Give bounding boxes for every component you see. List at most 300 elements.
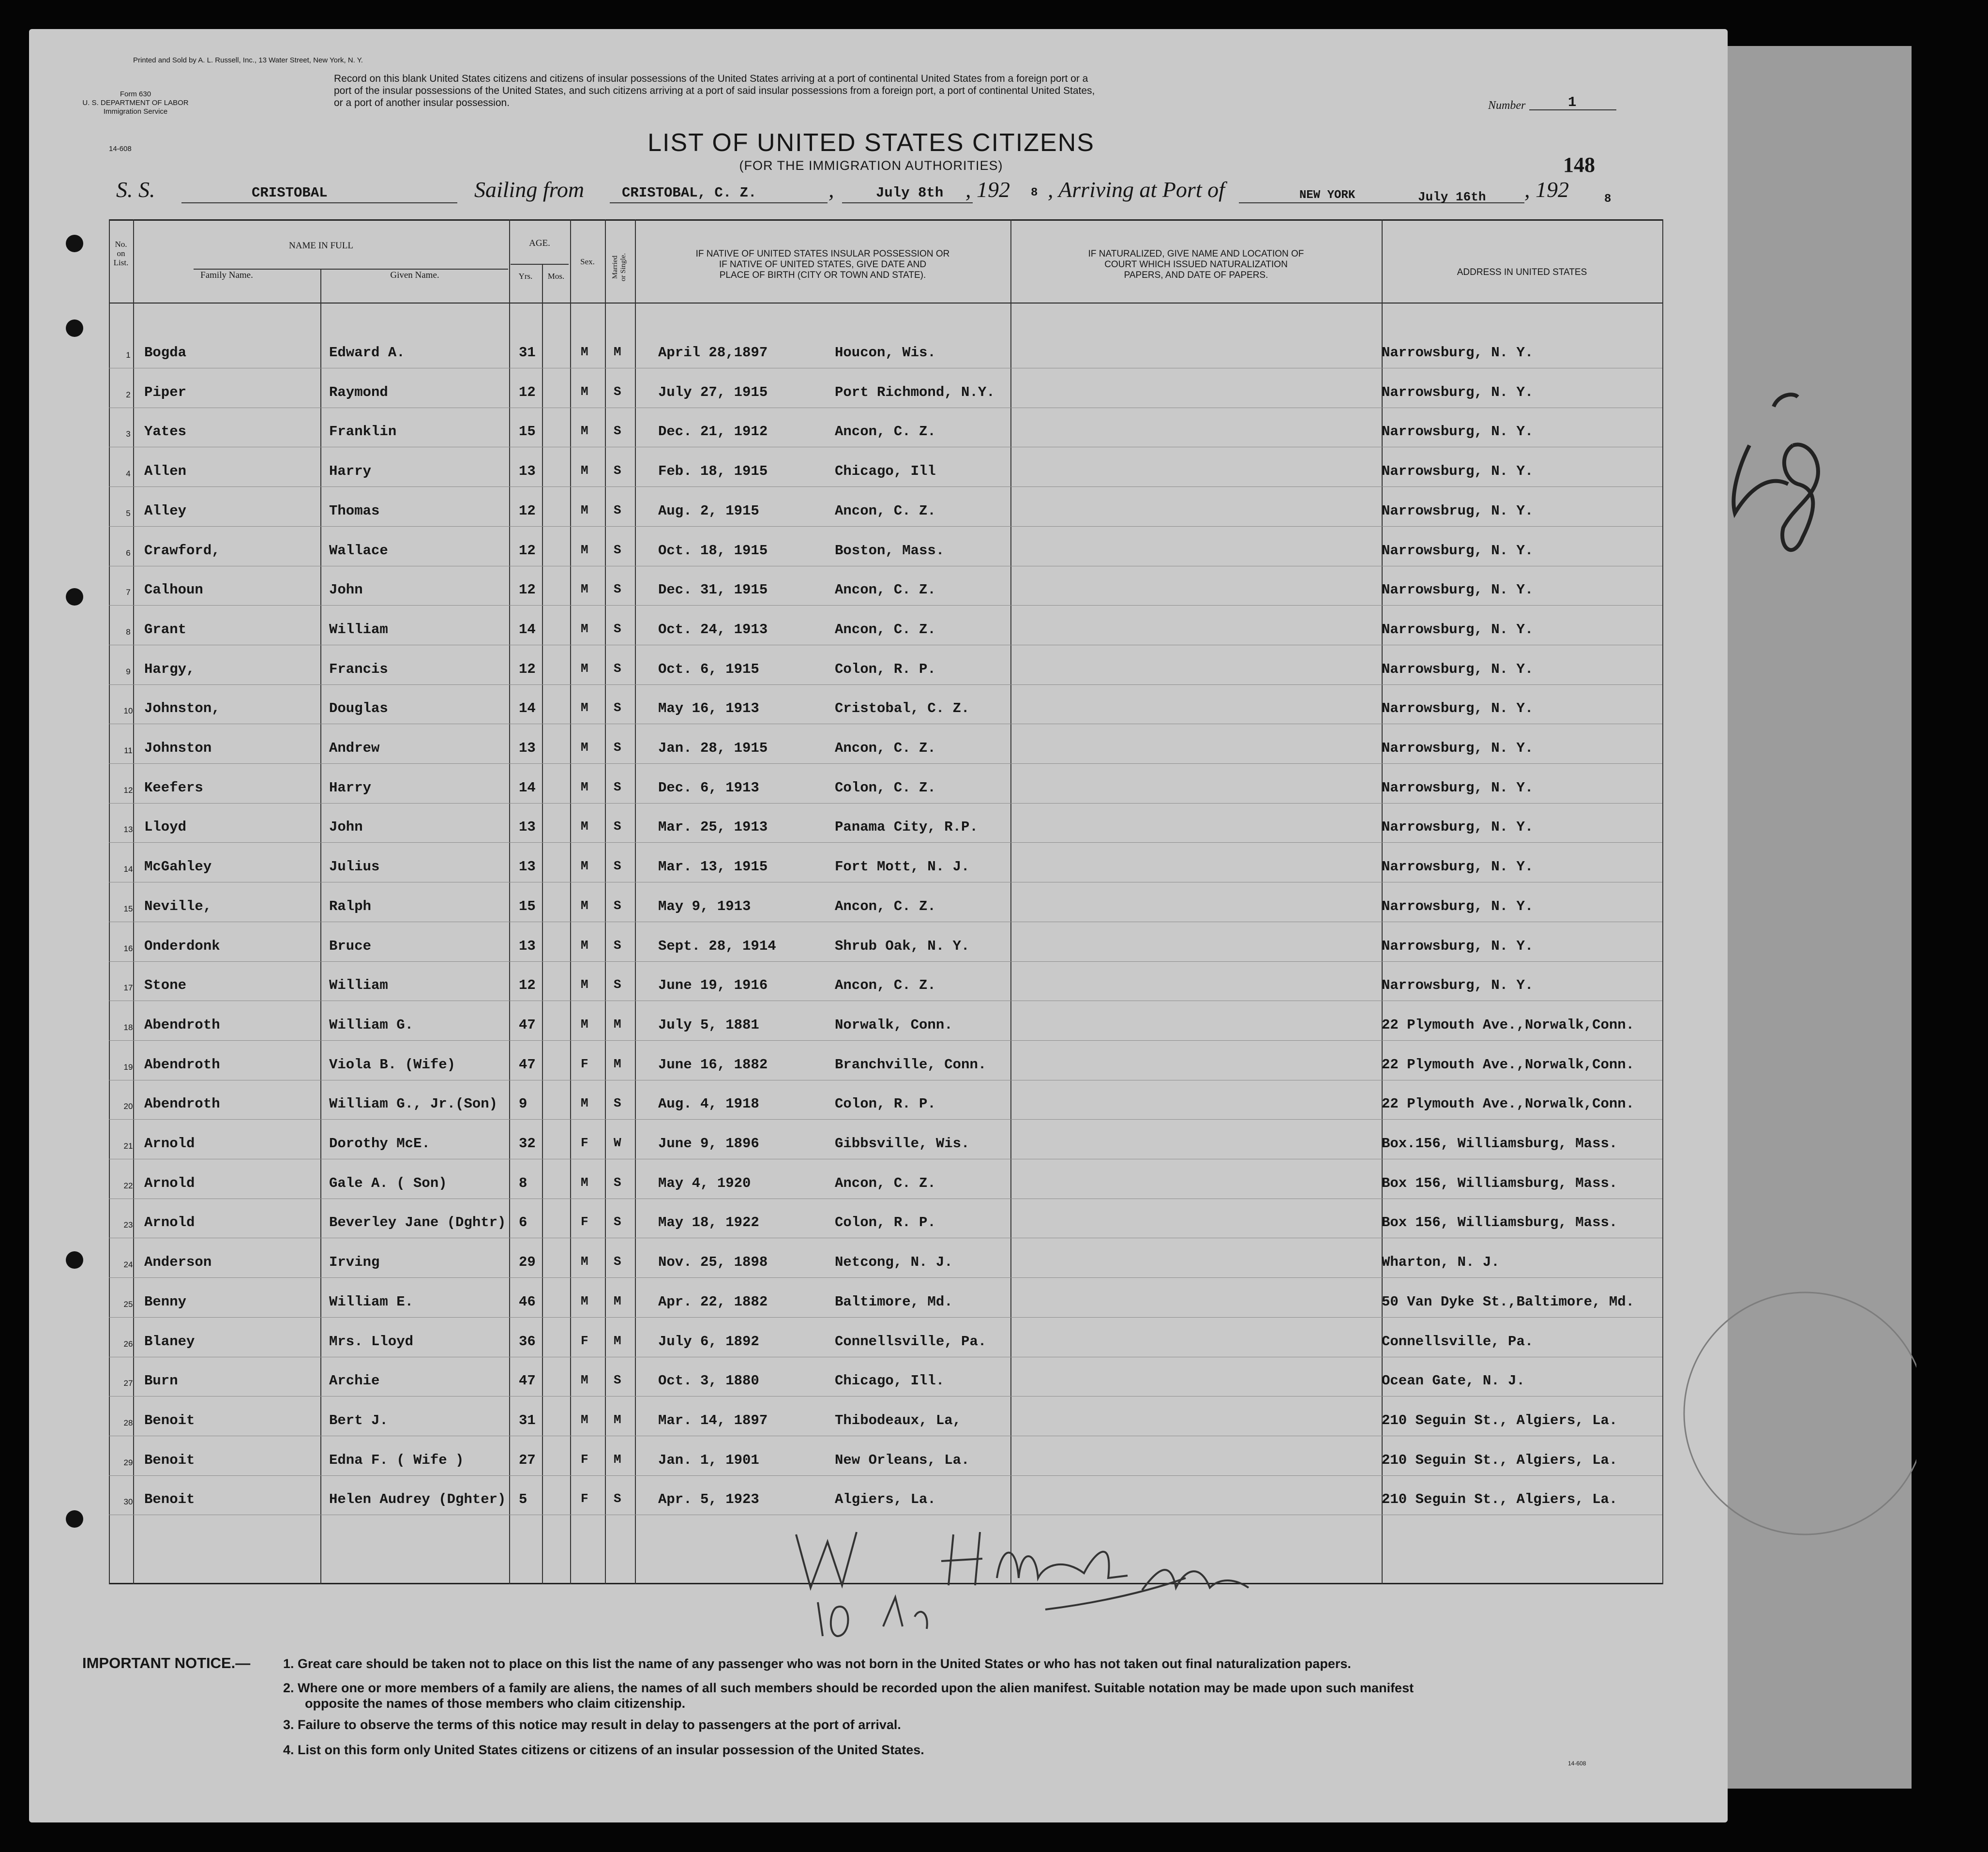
cell-given: Andrew: [329, 740, 380, 756]
cell-date: Apr. 5, 1923: [658, 1491, 759, 1507]
cell-age: 47: [519, 1373, 536, 1389]
table-row: [0, 859, 1694, 878]
sailing-year-prefix: , 192: [965, 177, 1010, 202]
punch-hole: [66, 1510, 83, 1528]
cell-given: Archie: [329, 1373, 380, 1389]
cell-place: Chicago, Ill.: [835, 1373, 945, 1389]
cell-address: Narrowsburg, N. Y.: [1382, 977, 1534, 993]
cell-date: July 5, 1881: [658, 1017, 759, 1033]
cell-sex: M: [581, 938, 588, 953]
cell-given: Harry: [329, 780, 372, 796]
cell-given: Bert J.: [329, 1412, 388, 1428]
name-subheader-line: [194, 269, 508, 270]
cell-age: 31: [519, 1412, 536, 1428]
cell-given: Franklin: [329, 424, 397, 440]
cell-ms: M: [614, 1334, 621, 1348]
cell-no: 5: [126, 509, 131, 518]
cell-family: Benoit: [144, 1452, 195, 1468]
cell-date: Feb. 18, 1915: [658, 463, 768, 479]
cell-address: 22 Plymouth Ave.,Norwalk,Conn.: [1382, 1096, 1635, 1112]
cell-no: 8: [126, 627, 131, 637]
cell-date: Nov. 25, 1898: [658, 1254, 768, 1270]
cell-sex: M: [581, 740, 588, 755]
cell-family: Anderson: [144, 1254, 212, 1270]
cell-sex: M: [581, 977, 588, 992]
cell-sex: M: [581, 1412, 588, 1427]
cell-ms: S: [614, 1175, 621, 1190]
cell-no: 30: [123, 1497, 133, 1506]
notice-label: IMPORTANT NOTICE.—: [82, 1655, 251, 1671]
cell-ms: S: [614, 503, 621, 517]
cell-sex: M: [581, 345, 588, 359]
header-line: or Single.: [619, 253, 627, 282]
cell-family: Bogda: [144, 345, 187, 361]
instruction-line: port of the insular possessions of the United States, and such citizens arriving at a port of said insular possessions from a foreign port, a port of continental United States,: [334, 85, 1095, 96]
cell-sex: M: [581, 1017, 588, 1032]
cell-sex: M: [581, 463, 588, 478]
cell-age: 13: [519, 463, 536, 479]
cell-address: 50 Van Dyke St.,Baltimore, Md.: [1382, 1294, 1635, 1310]
table-row: [0, 1452, 1694, 1472]
cell-place: Colon, R. P.: [835, 661, 936, 677]
cell-family: Calhoun: [144, 582, 203, 598]
cell-date: Jan. 28, 1915: [658, 740, 768, 756]
cell-age: 5: [519, 1491, 527, 1507]
row-rule: [109, 1396, 1662, 1397]
row-rule: [109, 763, 1662, 764]
cell-no: 4: [126, 469, 131, 478]
service: Immigration Service: [103, 107, 168, 116]
arrival-port: NEW YORK: [1299, 189, 1355, 202]
cell-age: 14: [519, 700, 536, 716]
cell-ms: S: [614, 582, 621, 596]
comma: ,: [828, 177, 834, 202]
cell-place: Ancon, C. Z.: [835, 582, 936, 598]
cell-age: 12: [519, 543, 536, 559]
cell-ms: S: [614, 977, 621, 992]
cell-sex: M: [581, 424, 588, 438]
table-row: [0, 1254, 1694, 1274]
cell-family: Arnold: [144, 1175, 195, 1191]
notice-item: 2. Where one or more members of a family are aliens, the names of all such members should be recorded upon the alien manifest. Suitable notation may be made upon such manifest: [283, 1681, 1414, 1695]
cell-no: 25: [123, 1300, 133, 1309]
table-row: [0, 938, 1694, 957]
cell-date: July 6, 1892: [658, 1334, 759, 1350]
instructions: [334, 73, 1095, 109]
cell-family: Johnston,: [144, 700, 220, 716]
cell-given: Beverley Jane (Dghtr): [329, 1214, 506, 1230]
signature-text: [774, 1505, 1282, 1646]
cell-place: Ancon, C. Z.: [835, 424, 936, 440]
table-row: [0, 1334, 1694, 1353]
cell-age: 31: [519, 345, 536, 361]
cell-date: Mar. 13, 1915: [658, 859, 768, 875]
punch-hole: [66, 319, 83, 337]
cell-address: Narrowsburg, N. Y.: [1382, 661, 1534, 677]
cell-address: Narrowsburg, N. Y.: [1382, 424, 1534, 440]
table-row: [0, 898, 1694, 918]
cell-given: William G.: [329, 1017, 414, 1033]
cell-given: William: [329, 977, 388, 993]
cell-date: April 28,1897: [658, 345, 768, 361]
signature-suffix: [854, 1505, 872, 1515]
cell-address: Narrowsburg, N. Y.: [1382, 345, 1534, 361]
cell-sex: M: [581, 582, 588, 596]
cell-place: Panama City, R.P.: [835, 819, 978, 835]
cell-address: Narrowsburg, N. Y.: [1382, 740, 1534, 756]
cell-place: Branchville, Conn.: [835, 1057, 987, 1073]
cell-date: Dec. 6, 1913: [658, 780, 759, 796]
table-row: [0, 1175, 1694, 1195]
cell-sex: M: [581, 1373, 588, 1387]
cell-no: 27: [123, 1379, 133, 1388]
table-row: [0, 1096, 1694, 1115]
cell-date: Jan. 1, 1901: [658, 1452, 759, 1468]
cell-no: 23: [123, 1220, 133, 1230]
cell-date: Aug. 2, 1915: [658, 503, 759, 519]
cell-date: Oct. 18, 1915: [658, 543, 768, 559]
cell-place: Ancon, C. Z.: [835, 977, 936, 993]
cell-address: Narrowsburg, N. Y.: [1382, 384, 1534, 400]
cell-address: Narrowsburg, N. Y.: [1382, 859, 1534, 875]
row-rule: [109, 961, 1662, 962]
cell-family: Benny: [144, 1294, 187, 1310]
cell-family: Benoit: [144, 1412, 195, 1428]
cell-given: Helen Audrey (Dghter): [329, 1491, 506, 1507]
cell-address: Narrowsburg, N. Y.: [1382, 898, 1534, 914]
col-birth-header: [635, 249, 1010, 281]
cell-given: Ralph: [329, 898, 372, 914]
table-row: [0, 661, 1694, 681]
cell-date: May 16, 1913: [658, 700, 759, 716]
department: U. S. DEPARTMENT OF LABOR: [82, 99, 189, 107]
notice-item: 4. List on this form only United States citizens or citizens of an insular possession of the United States.: [283, 1743, 924, 1757]
cell-given: William: [329, 622, 388, 638]
cell-address: 210 Seguin St., Algiers, La.: [1382, 1452, 1618, 1468]
cell-place: Boston, Mass.: [835, 543, 945, 559]
cell-family: McGahley: [144, 859, 212, 875]
cell-ms: S: [614, 424, 621, 438]
table-row: [0, 1214, 1694, 1234]
table-row: [0, 1057, 1694, 1076]
col-mos-header: Mos.: [547, 272, 565, 281]
cell-family: Arnold: [144, 1214, 195, 1230]
cell-ms: S: [614, 780, 621, 794]
cell-place: Ancon, C. Z.: [835, 622, 936, 638]
header-line: IF NATIVE OF UNITED STATES INSULAR POSSESSION OR: [695, 249, 950, 259]
instruction-line: or a port of another insular possession.: [334, 97, 510, 108]
cell-sex: M: [581, 384, 588, 399]
cell-place: Colon, R. P.: [835, 1214, 936, 1230]
cell-address: Ocean Gate, N. J.: [1382, 1373, 1525, 1389]
cell-given: Bruce: [329, 938, 372, 954]
cell-sex: F: [581, 1057, 588, 1071]
cell-sex: M: [581, 1294, 588, 1308]
notice-item: opposite the names of those members who claim citizenship.: [305, 1696, 686, 1711]
table-row: [0, 700, 1694, 720]
cell-no: 15: [123, 904, 133, 913]
table-row: [0, 780, 1694, 799]
cell-sex: M: [581, 700, 588, 715]
table-row: [0, 819, 1694, 838]
col-age-header: AGE.: [529, 238, 550, 248]
signature-name: [774, 1505, 824, 1515]
cell-sex: M: [581, 1254, 588, 1269]
cell-age: 13: [519, 859, 536, 875]
cell-date: Mar. 14, 1897: [658, 1412, 768, 1428]
cell-age: 12: [519, 384, 536, 400]
cell-no: 17: [123, 983, 133, 992]
cell-place: Cristobal, C. Z.: [835, 700, 970, 716]
form-code: 14-608: [109, 145, 132, 153]
cell-age: 15: [519, 424, 536, 440]
cell-ms: W: [614, 1136, 621, 1150]
row-rule: [109, 1475, 1662, 1476]
cell-sex: M: [581, 898, 588, 913]
table-row: [0, 543, 1694, 562]
ship-name: CRISTOBAL: [252, 185, 328, 201]
cell-ms: S: [614, 1214, 621, 1229]
cell-date: June 9, 1896: [658, 1136, 759, 1152]
cell-family: Johnston: [144, 740, 212, 756]
number-value: 1: [1568, 94, 1577, 110]
arrival-year-prefix: , 192: [1524, 177, 1569, 202]
cell-sex: F: [581, 1334, 588, 1348]
cell-age: 9: [519, 1096, 527, 1112]
row-rule: [109, 1040, 1662, 1041]
cell-family: Neville,: [144, 898, 212, 914]
cell-place: Ancon, C. Z.: [835, 740, 936, 756]
table-top-border: [109, 219, 1662, 221]
table-row: [0, 1017, 1694, 1036]
cell-given: Douglas: [329, 700, 388, 716]
cell-address: Narrowsburg, N. Y.: [1382, 622, 1534, 638]
cell-address: Connellsville, Pa.: [1382, 1334, 1534, 1350]
sailing-year-digit: 8: [1031, 186, 1038, 199]
cell-given: Mrs. Lloyd: [329, 1334, 414, 1350]
col-family-header: Family Name.: [200, 270, 253, 280]
cell-given: Harry: [329, 463, 372, 479]
cell-family: Stone: [144, 977, 187, 993]
cell-no: 7: [126, 588, 131, 597]
cell-age: 46: [519, 1294, 536, 1310]
cell-given: Dorothy McE.: [329, 1136, 430, 1152]
cell-sex: F: [581, 1136, 588, 1150]
sailing-label: Sailing from: [474, 177, 585, 202]
cell-family: Allen: [144, 463, 187, 479]
table-row: [0, 1373, 1694, 1392]
cell-no: 10: [123, 706, 133, 715]
cell-ms: S: [614, 740, 621, 755]
cell-age: 47: [519, 1057, 536, 1073]
cell-ms: M: [614, 1412, 621, 1427]
row-rule: [109, 486, 1662, 487]
col-naturalized-header: [1010, 249, 1382, 281]
cell-age: 8: [519, 1175, 527, 1191]
cell-date: Aug. 4, 1918: [658, 1096, 759, 1112]
cell-address: 22 Plymouth Ave.,Norwalk,Conn.: [1382, 1017, 1635, 1033]
cell-family: Keefers: [144, 780, 203, 796]
table-row: [0, 740, 1694, 759]
cell-address: Box.156, Williamsburg, Mass.: [1382, 1136, 1618, 1152]
arriving-label: , Arriving at Port of: [1048, 177, 1225, 202]
cell-sex: M: [581, 543, 588, 557]
row-rule: [109, 842, 1662, 843]
instruction-line: Record on this blank United States citizens and citizens of insular possessions of the United States arriving at a port of continental United States from a foreign port or a: [334, 73, 1088, 84]
cell-place: Houcon, Wis.: [835, 345, 936, 361]
margin-handwriting: [1720, 387, 1837, 576]
rotated-header: [611, 233, 628, 301]
cell-date: Mar. 25, 1913: [658, 819, 768, 835]
col-name-header: NAME IN FULL: [289, 241, 353, 251]
cell-family: Onderdonk: [144, 938, 220, 954]
cell-place: Colon, C. Z.: [835, 780, 936, 796]
cell-given: Gale A. ( Son): [329, 1175, 447, 1191]
arrival-year-digit: 8: [1604, 193, 1611, 206]
cell-ms: S: [614, 463, 621, 478]
cell-ms: S: [614, 384, 621, 399]
row-rule: [109, 1277, 1662, 1278]
cell-age: 14: [519, 622, 536, 638]
cell-place: Shrub Oak, N. Y.: [835, 938, 970, 954]
table-row: [0, 1136, 1694, 1155]
cell-family: Abendroth: [144, 1017, 220, 1033]
cell-date: June 19, 1916: [658, 977, 768, 993]
cell-ms: S: [614, 543, 621, 557]
sailing-date: July 8th: [876, 185, 944, 201]
cell-place: Baltimore, Md.: [835, 1294, 953, 1310]
cell-ms: M: [614, 1294, 621, 1308]
cell-sex: F: [581, 1452, 588, 1467]
cell-ms: M: [614, 1017, 621, 1032]
cell-date: July 27, 1915: [658, 384, 768, 400]
sailing-date-underline: [842, 202, 973, 203]
cell-ms: S: [614, 1096, 621, 1110]
cell-sex: M: [581, 780, 588, 794]
cell-no: 21: [123, 1141, 133, 1151]
cell-place: Netcong, N. J.: [835, 1254, 953, 1270]
cell-family: Grant: [144, 622, 187, 638]
cell-ms: S: [614, 700, 621, 715]
header-line: No.: [115, 240, 127, 249]
cell-sex: F: [581, 1214, 588, 1229]
cell-ms: M: [614, 345, 621, 359]
cell-address: Narrowsburg, N. Y.: [1382, 819, 1534, 835]
cell-age: 27: [519, 1452, 536, 1468]
cell-family: Benoit: [144, 1491, 195, 1507]
cell-place: Ancon, C. Z.: [835, 503, 936, 519]
table-row: [0, 384, 1694, 404]
ship-underline: [181, 202, 457, 203]
table-row: [0, 503, 1694, 522]
cell-no: 2: [126, 390, 131, 399]
cell-age: 12: [519, 582, 536, 598]
row-rule: [109, 803, 1662, 804]
punch-hole: [66, 235, 83, 252]
cell-date: June 16, 1882: [658, 1057, 768, 1073]
header-line: on: [117, 249, 125, 258]
table-row: [0, 582, 1694, 601]
cell-no: 1: [126, 350, 131, 360]
cell-given: Francis: [329, 661, 388, 677]
col-sex-header: Sex.: [580, 257, 595, 266]
cell-place: Fort Mott, N. J.: [835, 859, 970, 875]
cell-address: Narrowsburg, N. Y.: [1382, 938, 1534, 954]
cell-given: Viola B. (Wife): [329, 1057, 456, 1073]
table-header-border: [109, 303, 1662, 304]
cell-age: 32: [519, 1136, 536, 1152]
cell-place: Algiers, La.: [835, 1491, 936, 1507]
cell-sex: M: [581, 661, 588, 676]
cell-age: 13: [519, 740, 536, 756]
table-row: [0, 1294, 1694, 1313]
cell-date: Sept. 28, 1914: [658, 938, 776, 954]
printer-line: Printed and Sold by A. L. Russell, Inc., 13 Water Street, New York, N. Y.: [133, 56, 363, 64]
cell-address: Narrowsburg, N. Y.: [1382, 582, 1534, 598]
page-title: LIST OF UNITED STATES CITIZENS: [648, 129, 1095, 157]
table-row: [0, 424, 1694, 443]
sailing-underline: [610, 202, 828, 203]
cell-age: 15: [519, 898, 536, 914]
cell-address: 210 Seguin St., Algiers, La.: [1382, 1412, 1618, 1428]
cell-age: 14: [519, 780, 536, 796]
cell-address: 22 Plymouth Ave.,Norwalk,Conn.: [1382, 1057, 1635, 1073]
notice-item: 3. Failure to observe the terms of this notice may result in delay to passengers at the port of arrival.: [283, 1717, 901, 1732]
header-line: List.: [113, 258, 129, 267]
cell-ms: S: [614, 1373, 621, 1387]
cell-given: John: [329, 582, 363, 598]
cell-no: 24: [123, 1260, 133, 1269]
table-row: [0, 463, 1694, 483]
cell-no: 13: [123, 825, 133, 834]
cell-family: Hargy,: [144, 661, 195, 677]
cell-sex: M: [581, 1175, 588, 1190]
cell-sex: M: [581, 503, 588, 517]
form-number: Form 630: [120, 90, 151, 98]
cell-given: William E.: [329, 1294, 414, 1310]
cell-sex: M: [581, 859, 588, 873]
cell-date: Apr. 22, 1882: [658, 1294, 768, 1310]
notice-item: 1. Great care should be taken not to place on this list the name of any passenger who was not born in the United States or who has not taken out final naturalization papers.: [283, 1656, 1351, 1671]
cell-address: Box 156, Williamsburg, Mass.: [1382, 1175, 1618, 1191]
cell-date: Dec. 21, 1912: [658, 424, 768, 440]
cell-place: Ancon, C. Z.: [835, 1175, 936, 1191]
ss-label: S. S.: [116, 177, 155, 202]
row-rule: [109, 605, 1662, 606]
cell-no: 26: [123, 1339, 133, 1349]
cell-family: Arnold: [144, 1136, 195, 1152]
row-rule: [109, 684, 1662, 685]
cell-place: Colon, R. P.: [835, 1096, 936, 1112]
cell-given: Thomas: [329, 503, 380, 519]
cell-given: Wallace: [329, 543, 388, 559]
sailing-from: CRISTOBAL, C. Z.: [622, 185, 757, 201]
cell-no: 9: [126, 667, 131, 676]
cell-age: 6: [519, 1214, 527, 1230]
cell-given: Edna F. ( Wife ): [329, 1452, 464, 1468]
cell-ms: S: [614, 859, 621, 873]
footer-code: 14-608: [1568, 1760, 1586, 1767]
cell-family: Crawford,: [144, 543, 220, 559]
cell-no: 14: [123, 865, 133, 874]
cell-no: 3: [126, 429, 131, 439]
row-rule: [109, 526, 1662, 527]
cell-place: Thibodeaux, La,: [835, 1412, 962, 1428]
cell-ms: S: [614, 661, 621, 676]
arrival-date: July 16th: [1418, 190, 1486, 204]
cell-family: Alley: [144, 503, 187, 519]
cell-age: 36: [519, 1334, 536, 1350]
